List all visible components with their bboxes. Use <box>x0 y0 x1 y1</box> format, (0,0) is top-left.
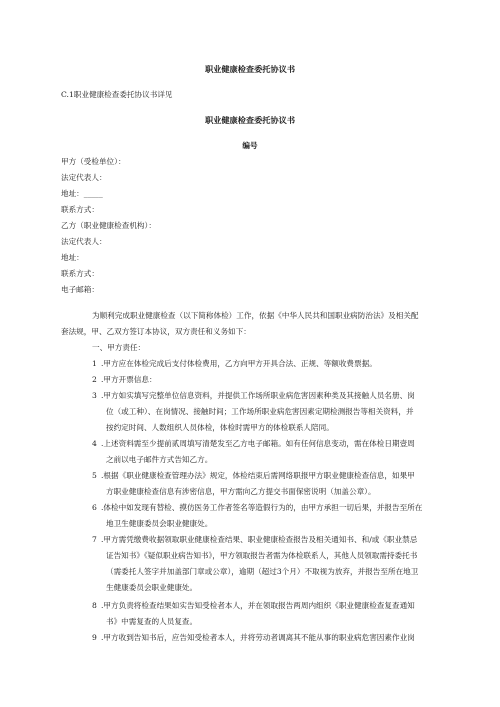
item-text: .甲方开票信息： <box>101 375 157 384</box>
item-number: 2 <box>92 375 97 384</box>
party-line: 联系方式： <box>61 205 99 214</box>
item-text: .甲方应在体检完成后支付体检费用，乙方向甲方开具合法、正规、等额收费票据。 <box>101 359 377 368</box>
party-line: 地址：_____ <box>61 189 103 198</box>
item-number: 9 <box>92 633 97 642</box>
party-line: 法定代表人： <box>61 173 107 182</box>
party-line: 法定代表人： <box>61 237 107 246</box>
number-label: 编号 <box>242 141 258 150</box>
item-number: 4 <box>92 439 97 448</box>
item-number: 1 <box>92 359 97 368</box>
party-line: 乙方（职业健康检查机构）： <box>61 221 156 230</box>
item-text: .上述资料需至少提前贰周填写清楚发至乙方电子邮箱。如有任何信息变动，需在体检日期壹周 <box>101 439 415 448</box>
main-title: 职业健康检查委托协议书 <box>204 64 296 74</box>
item-text: 之前以电子邮件方式告知乙方。 <box>106 455 213 464</box>
party-line: 地址： <box>61 253 84 262</box>
item-text: 证告知书》《疑似职业病告知书》，甲方领取报告者需为体检联系人，其他人员领取需持委托书 <box>106 551 418 560</box>
section-heading: 一、甲方责任： <box>92 343 146 352</box>
item-number: 6 <box>92 503 97 512</box>
party-line: 联系方式： <box>61 269 99 278</box>
item-number: 5 <box>92 471 97 480</box>
item-text: （需委托人签字并加盖部门章或公章），逾期（超过3个月）不取视为放弃，并报告至所在地卫 <box>106 567 419 576</box>
item-text: 方职业健康检查信息有涉密信息，甲方需向乙方提交书面保密说明（加盖公章）。 <box>106 487 376 496</box>
section-title: 职业健康检查委托协议书 <box>204 115 296 125</box>
item-number: 8 <box>92 601 97 610</box>
intro-line: 套法规，甲、乙双方签订本协议，双方责任和义务如下： <box>61 327 251 336</box>
item-text: .甲方如实填写完整单位信息资料，并提供工作场所职业病危害因素种类及其接触人员名册、岗 <box>101 391 415 400</box>
intro-line: 为顺利完成职业健康检查（以下简称体检）工作，依据《中华人民共和国职业病防治法》及相关配 <box>92 311 419 320</box>
party-line: 电子邮箱： <box>61 285 99 294</box>
item-text: 生健康委员会职业健康处。 <box>106 583 198 592</box>
item-text: .甲方负责将检查结果如实告知受检者本人，并在领取报告两周内组织《职业健康检查复查通知 <box>101 601 415 610</box>
item-number: 3 <box>92 391 97 400</box>
party-line: 甲方（受检单位）： <box>61 157 126 166</box>
item-text: .甲方需凭缴费收据领取职业健康检查结果、职业健康检查报告及相关通知书、和/或《职业禁忌 <box>101 535 418 544</box>
item-text: .根据《职业健康检查管理办法》规定，体检结束后需网络职报甲方职业健康检查信息，如果甲 <box>101 471 415 480</box>
item-text: .甲方收到告知书后，应告知受检者本人，并将劳动者调离其不能从事的职业病危害因素作业岗 <box>101 633 415 642</box>
item-text: 书》中需复查的人员复查。 <box>106 617 198 626</box>
item-text: 地卫生健康委员会职业健康处。 <box>106 519 213 528</box>
item-text: 按约定时间、人数组织人员体检，体检时需甲方的体检联系人陪同。 <box>106 423 334 432</box>
item-text: .体检中如发现有替检、摸仿医务工作者签名等造假行为的，由甲方承担一切后果，并报告至所在 <box>101 503 423 512</box>
item-number: 7 <box>92 535 97 544</box>
item-text: 位（或工种）、在岗情况、接触时间；工作场所职业病危害因素定期检测报告等相关资料，并 <box>106 407 414 416</box>
subtitle: C.1职业健康检查委托协议书详见 <box>61 90 173 99</box>
